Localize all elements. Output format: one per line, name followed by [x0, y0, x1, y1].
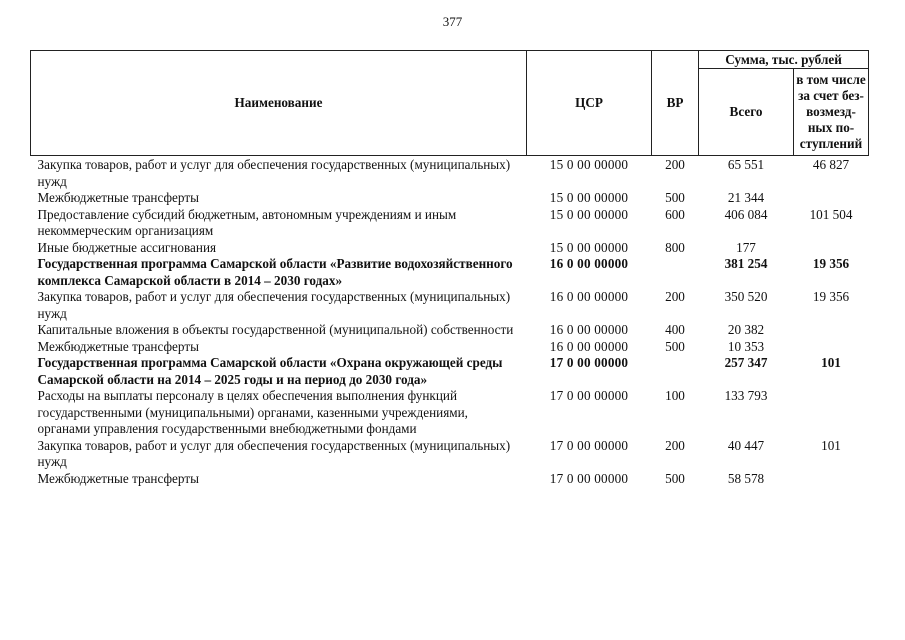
row-vr: 500	[665, 338, 685, 354]
row-free: 101	[821, 437, 841, 453]
row-name: Межбюджетные трансферты	[37, 190, 199, 205]
header-sum: Сумма, тыс. рублей	[699, 51, 869, 69]
table-row	[31, 207, 869, 240]
header-vr: ВР	[652, 51, 699, 156]
row-vr: 200	[652, 156, 699, 191]
table-row	[31, 322, 869, 339]
header-name: Наименование	[31, 51, 527, 156]
row-csr: 17 0 00 00000	[549, 470, 629, 486]
row-total: 350 520	[724, 289, 768, 304]
table-header	[31, 51, 869, 156]
row-name: Предоставление субсидий бюджетным, автономным учреждениям и иным некоммерческим организациям	[37, 206, 457, 238]
row-free	[794, 339, 869, 356]
row-csr: 17 0 00 00000	[549, 355, 629, 370]
page-number: 377	[442, 14, 463, 29]
row-free	[794, 471, 869, 488]
row-free: 101 504	[809, 206, 853, 222]
table-row	[31, 471, 869, 488]
row-free	[794, 388, 869, 438]
row-name: Государственная программа Самарской области «Развитие водохозяйственного комплекса Самарской области в 2014 – 2030 годах»	[37, 256, 513, 288]
row-csr: 15 0 00 00000	[549, 206, 629, 222]
row-name: Государственная программа Самарской области «Охрана окружающей среды Самарской области на 2014 – 2025 годы и на период до 2030 года»	[37, 355, 503, 387]
row-csr: 16 0 00 00000	[549, 338, 629, 354]
row-free: 101	[821, 355, 841, 370]
row-vr: 500	[665, 190, 685, 205]
row-total: 257 347	[724, 355, 768, 370]
row-csr: 17 0 00 00000	[549, 388, 629, 403]
row-csr: 15 0 00 00000	[549, 239, 629, 255]
row-name: Межбюджетные трансферты	[37, 338, 199, 354]
row-vr: 800	[665, 239, 685, 255]
row-total: 58 578	[727, 470, 765, 486]
row-vr: 100	[665, 388, 685, 403]
row-name: Межбюджетные трансферты	[37, 470, 199, 486]
row-name: Расходы на выплаты персоналу в целях обеспечения выполнения функций государственными (муниципальными) органами, казенными учреждениями, органами управления государственными внебюджетными фондами	[37, 388, 468, 436]
header-free: в том числе за счет без-возмезд-ных по-ступлений	[794, 69, 869, 156]
row-vr: 500	[665, 470, 685, 486]
budget-table	[30, 50, 869, 487]
row-free	[794, 190, 869, 207]
row-total: 133 793	[724, 388, 768, 403]
row-csr: 16 0 00 00000	[549, 256, 629, 271]
row-csr: 16 0 00 00000	[549, 322, 629, 337]
row-total: 406 084	[724, 206, 768, 222]
row-total: 40 447	[727, 437, 765, 453]
row-total: 177	[736, 239, 756, 255]
row-name: Закупка товаров, работ и услуг для обеспечения государственных (муниципальных) нужд	[31, 156, 527, 191]
row-total: 65 551	[699, 156, 794, 191]
header-total: Всего	[699, 69, 794, 156]
row-name: Закупка товаров, работ и услуг для обеспечения государственных (муниципальных) нужд	[37, 437, 511, 469]
row-total: 20 382	[727, 322, 765, 337]
row-name: Иные бюджетные ассигнования	[37, 239, 217, 255]
row-csr: 15 0 00 00000	[549, 190, 629, 205]
row-vr: 200	[665, 289, 685, 304]
row-name: Закупка товаров, работ и услуг для обеспечения государственных (муниципальных) нужд	[37, 289, 511, 321]
table-row	[31, 256, 869, 289]
table-row	[31, 355, 869, 388]
row-vr: 400	[665, 322, 685, 337]
row-total: 21 344	[727, 190, 765, 205]
header-csr: ЦСР	[527, 51, 652, 156]
table-row	[31, 339, 869, 356]
row-free	[794, 240, 869, 257]
row-total: 10 353	[727, 338, 765, 354]
table-row	[31, 240, 869, 257]
table-row	[31, 438, 869, 471]
row-vr: 600	[665, 206, 685, 222]
row-vr: 200	[665, 437, 685, 453]
table-row	[31, 190, 869, 207]
table-body	[31, 156, 869, 488]
row-free: 46 827	[794, 156, 869, 191]
row-free: 19 356	[812, 256, 850, 271]
row-vr	[652, 256, 699, 289]
table-row	[31, 156, 869, 191]
row-free: 19 356	[812, 289, 850, 304]
table-row	[31, 289, 869, 322]
row-csr: 17 0 00 00000	[549, 437, 629, 453]
table-row	[31, 388, 869, 438]
row-vr	[652, 355, 699, 388]
row-csr: 15 0 00 00000	[527, 156, 652, 191]
row-name: Капитальные вложения в объекты государственной (муниципальной) собственности	[37, 322, 514, 337]
row-free	[794, 322, 869, 339]
row-total: 381 254	[724, 256, 768, 271]
row-csr: 16 0 00 00000	[549, 289, 629, 304]
